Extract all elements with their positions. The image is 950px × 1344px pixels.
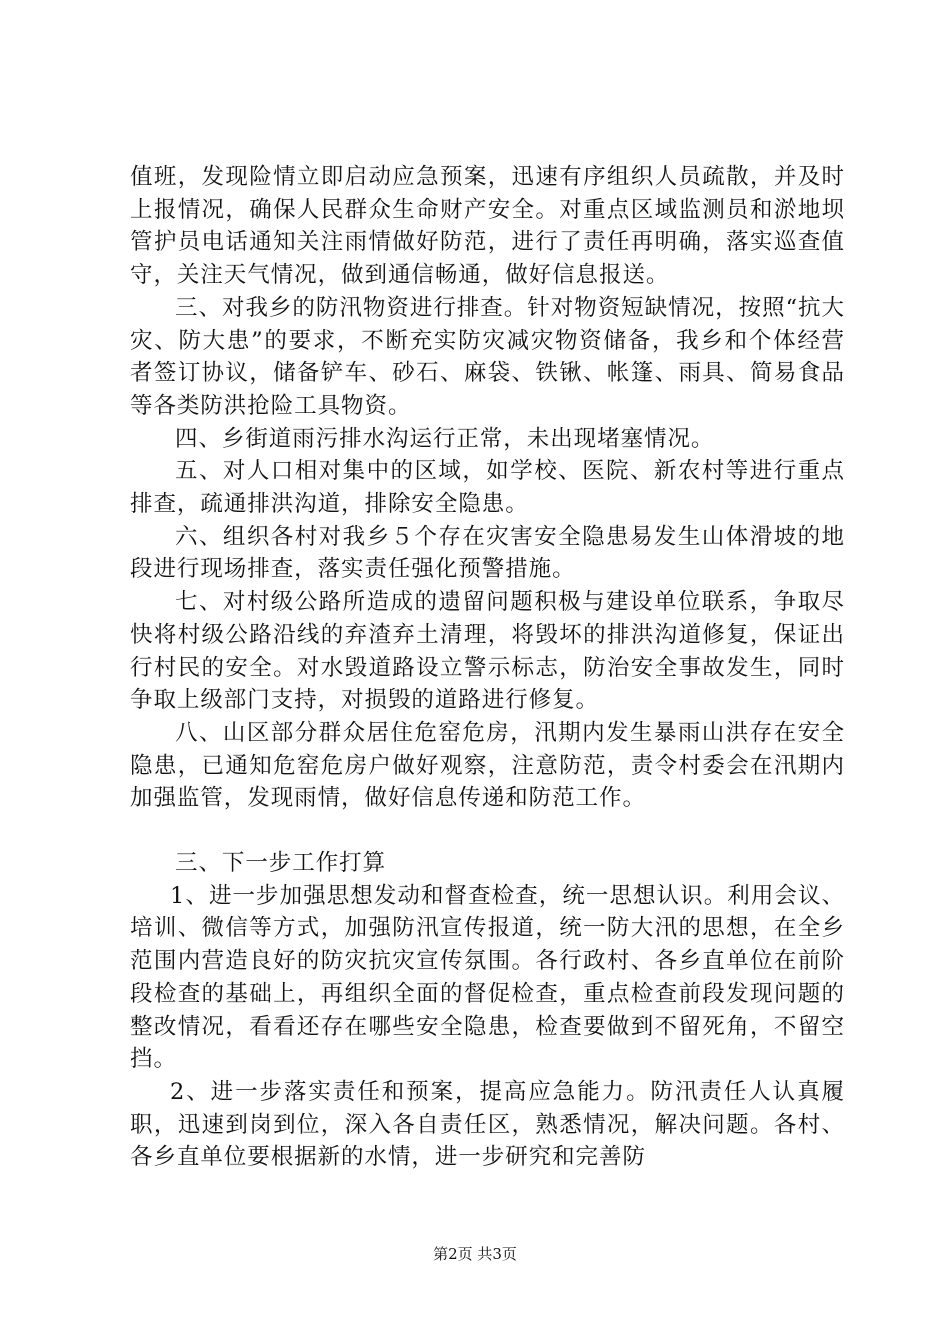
paragraph-gap — [130, 815, 845, 847]
paragraph-step-two: 2、进一步落实责任和预案，提高应急能力。防汛责任人认真履职，迅速到岗到位，深入各自责任区，熟悉情况，解决问题。各村、各乡直单位要根据新的水情，进一步研究和完善防 — [130, 1078, 845, 1171]
paragraph-item-five: 五、对人口相对集中的区域，如学校、医院、新农村等进行重点排查，疏通排洪沟道，排除安全隐患。 — [130, 458, 845, 518]
paragraph-item-four: 四、乡街道雨污排水沟运行正常，未出现堵塞情况。 — [175, 425, 715, 452]
page-footer: 第2页 共3页 — [433, 1245, 517, 1263]
paragraph-item-three: 三、对我乡的防汛物资进行排查。针对物资短缺情况，按照“抗大灾、防大患”的要求，不断充实防灾减灾物资储备，我乡和个体经营者签订协议，储备铲车、砂石、麻袋、铁锹、帐篷、雨具、简易食品等各类防洪抢险工具物资。 — [130, 294, 845, 419]
paragraph-item-eight: 八、山区部分群众居住危窑危房，汛期内发生暴雨山洪存在安全隐患，已通知危窑危房户做好观察，注意防范，责令村委会在汛期内加强监管，发现雨情，做好信息传递和防范工作。 — [130, 719, 845, 812]
paragraph-item-six: 六、组织各村对我乡５个存在灾害安全隐患易发生山体滑坡的地段进行现场排查，落实责任强化预警措施。 — [130, 523, 845, 583]
paragraph-step-one: 1、进一步加强思想发动和督查检查，统一思想认识。利用会议、培训、微信等方式，加强防汛宣传报道，统一防大汛的思想，在全乡范围内营造良好的防灾抗灾宣传氛围。各行政村、各乡直单位在前阶段检查的基础上，再组织全面的督促检查，重点检查前段发现问题的整改情况，看看还存在哪些安全隐患，检查要做到不留死角，不留空挡。 — [130, 882, 845, 1073]
document-body — [130, 161, 845, 1174]
paragraph-item-seven: 七、对村级公路所造成的遗留问题积极与建设单位联系，争取尽快将村级公路沿线的弃渣弃土清理，将毁坏的排洪沟道修复，保证出行村民的安全。对水毁道路设立警示标志，防治安全事故发生，同时争取上级部门支持，对损毁的道路进行修复。 — [130, 589, 845, 714]
section-heading-next-steps: 三、下一步工作打算 — [175, 850, 387, 877]
paragraph-duty-continuation: 值班，发现险情立即启动应急预案，迅速有序组织人员疏散，并及时上报情况，确保人民群众生命财产安全。对重点区域监测员和淤地坝管护员电话通知关注雨情做好防范，进行了责任再明确，落实巡查值守，关注天气情况，做到通信畅通，做好信息报送。 — [130, 164, 845, 289]
